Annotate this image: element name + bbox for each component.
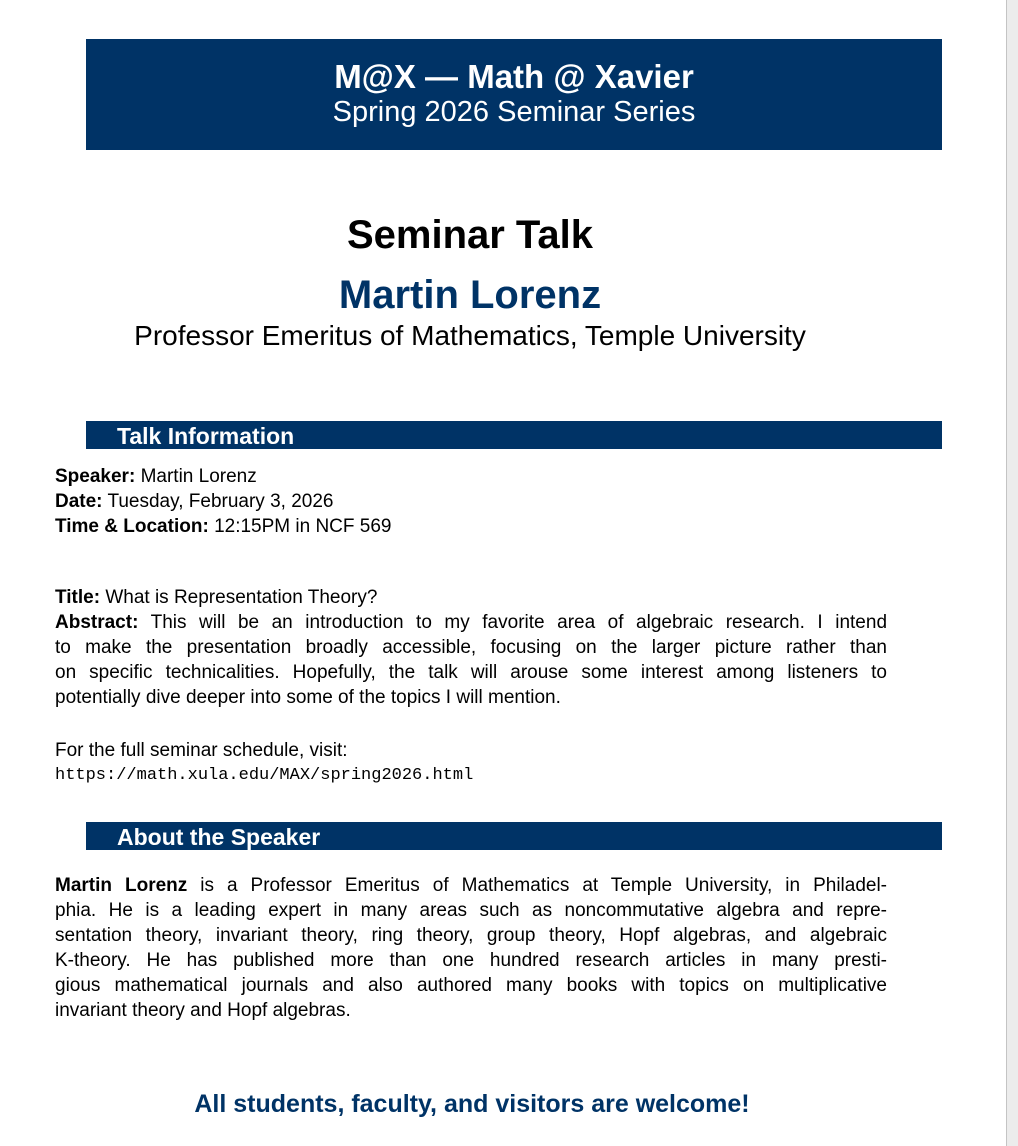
speaker-label: Speaker: — [55, 466, 136, 487]
header-subtitle: Spring 2026 Seminar Series — [332, 96, 696, 128]
time-location-row — [55, 514, 887, 539]
section-bar-talk-information — [86, 421, 942, 449]
date-value: Tuesday, February 3, 2026 — [107, 491, 334, 512]
abstract-line: potentially dive deeper into some of the topics I will mention. — [55, 687, 561, 708]
date-row — [55, 489, 887, 514]
bio-line: gious mathematical journals and also authored many books with topics on multiplicative — [55, 975, 887, 996]
bio-line: sentation theory, invariant theory, ring theory, group theory, Hopf algebras, and algebraic — [55, 925, 887, 946]
time-location-value: 12:15PM in NCF 569 — [214, 516, 392, 537]
talk-info-block — [55, 464, 887, 539]
time-location-label: Time & Location: — [55, 516, 209, 537]
schedule-url: https://math.xula.edu/MAX/spring2026.html — [55, 766, 474, 785]
section-title-about-speaker: About the Speaker — [117, 824, 321, 850]
title-row — [55, 585, 887, 610]
schedule-block — [55, 738, 887, 788]
abstract-line — [55, 610, 887, 635]
speaker-row — [55, 464, 887, 489]
abstract-line: on specific technicalities. Hopefully, the talk will arouse some interest among listeners to — [55, 662, 887, 683]
header-banner — [86, 39, 942, 150]
section-title-talk-information: Talk Information — [117, 423, 295, 449]
welcome-message: All students, faculty, and visitors are welcome! — [194, 1090, 750, 1118]
abstract-label: Abstract: — [55, 612, 139, 633]
bio-text: is a Professor Emeritus of Mathematics at Temple University, in Philadel- — [200, 875, 888, 896]
talk-heading: Seminar Talk — [346, 213, 594, 257]
speaker-affiliation: Professor Emeritus of Mathematics, Temple University — [134, 320, 806, 351]
page-edge — [1006, 0, 1018, 1146]
section-bar-about-speaker — [86, 822, 942, 850]
title-value: What is Representation Theory? — [105, 587, 378, 608]
bio-speaker-name: Martin Lorenz — [55, 875, 188, 896]
speaker-name: Martin Lorenz — [338, 273, 602, 317]
speaker-value: Martin Lorenz — [140, 466, 257, 487]
bio-line: K-theory. He has published more than one hundred research articles in many presti- — [55, 950, 887, 971]
header-title: M@X — Math @ Xavier — [334, 58, 694, 95]
abstract-text: This will be an introduction to my favorite area of algebraic research. I intend — [150, 612, 888, 633]
bio-line: phia. He is a leading expert in many areas such as noncommutative algebra and repre- — [55, 900, 887, 921]
about-speaker-block — [55, 873, 887, 1023]
talk-details-block — [55, 585, 887, 710]
title-label: Title: — [55, 587, 101, 608]
abstract-line: to make the presentation broadly accessible, focusing on the larger picture rather than — [55, 637, 887, 658]
bio-line — [55, 873, 887, 898]
schedule-text: For the full seminar schedule, visit: — [55, 740, 348, 761]
bio-line: invariant theory and Hopf algebras. — [55, 1000, 351, 1021]
date-label: Date: — [55, 491, 103, 512]
